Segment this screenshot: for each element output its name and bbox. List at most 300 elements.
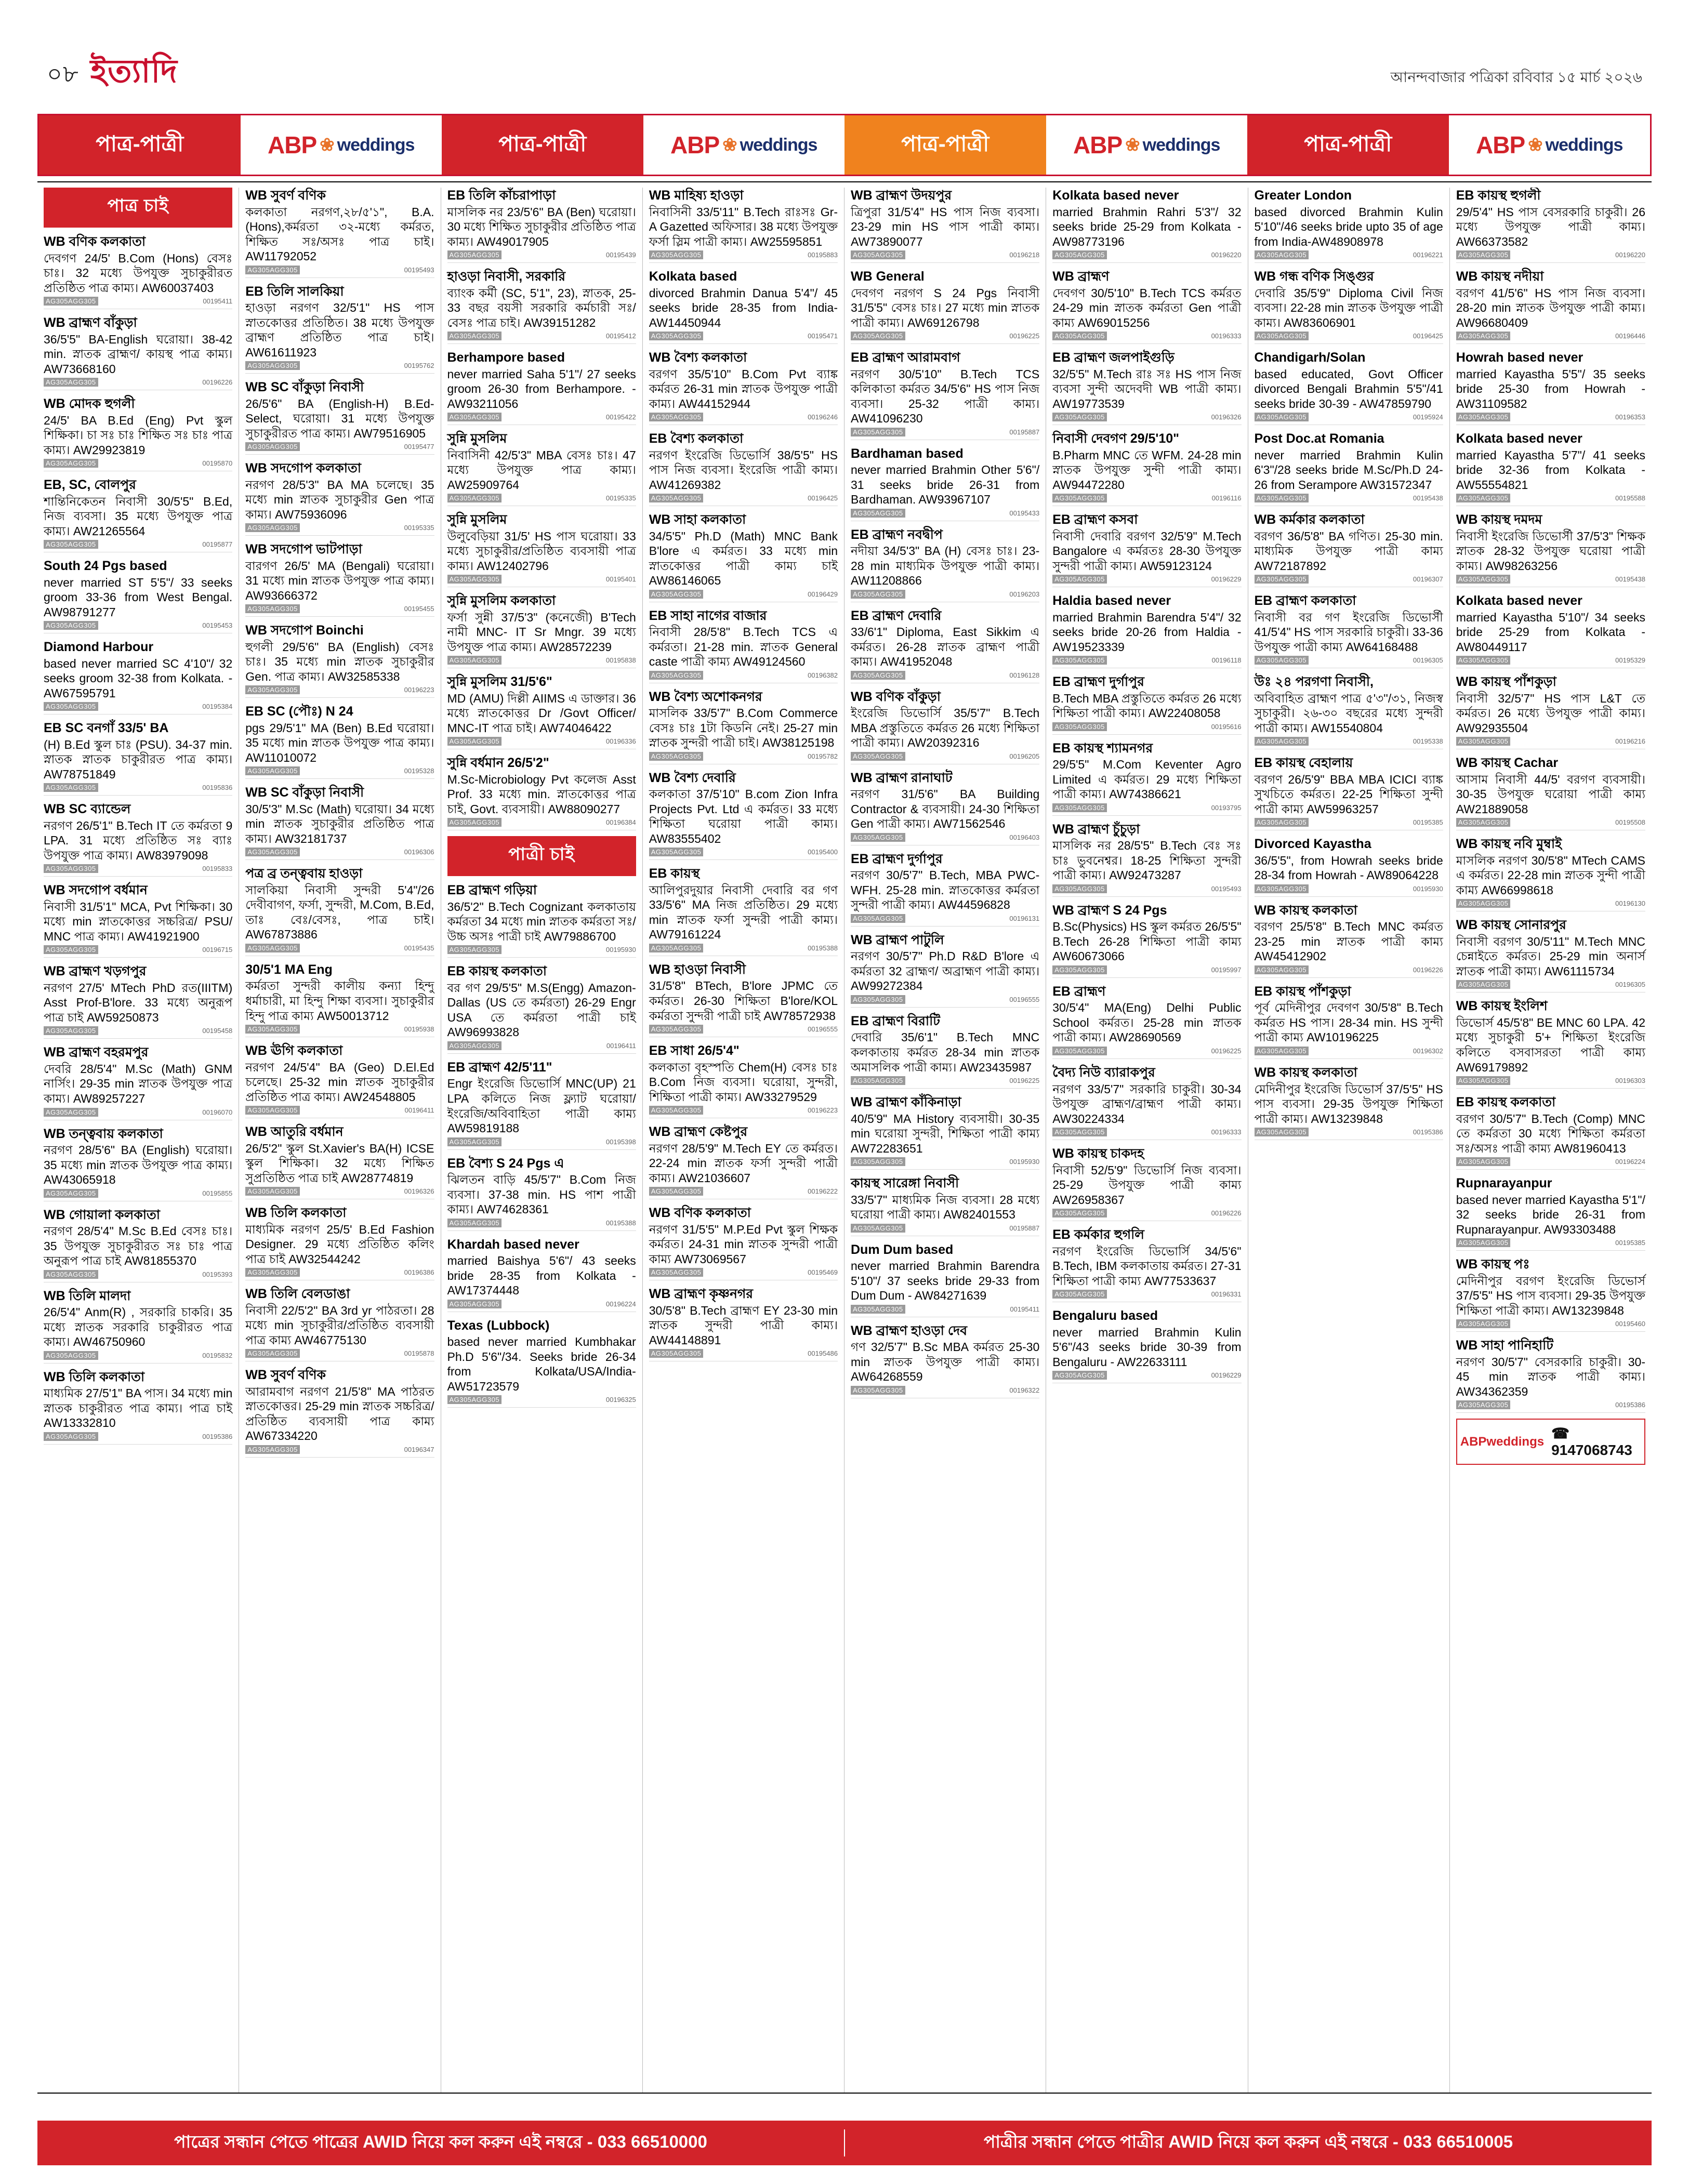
ad-body: নরগণ 27/5' MTech PhD রত(IIITM) Asst Prof-B'lore. 33 মধ্যে অনুরূপ পাত্র চাই AW59250873: [44, 981, 233, 1024]
ad-reference-number: 00196226: [1211, 1209, 1242, 1217]
ad-reference-number: 00195836: [202, 784, 233, 792]
ad-footer: [649, 1268, 838, 1277]
ad-title: WB ব্রাহ্মণ বহরমপুর: [44, 1045, 149, 1060]
classified-ad: [1255, 593, 1443, 668]
ad-body: B.Sc(Physics) HS স্কুল কর্মরত 26/5'5" B.Tech 26-28 শিক্ষিতা পাত্রী কাম্য AW60673066: [1052, 920, 1242, 963]
ad-title: EB ব্রাহ্মণ: [1052, 984, 1106, 999]
ad-reference-number: 00195385: [1413, 818, 1443, 827]
ad-title: EB SC বনগাঁ 33/5' BA: [44, 721, 169, 736]
classified-column: [37, 188, 239, 2093]
ad-footer: [1052, 656, 1241, 665]
ad-title: WB কায়স্থ সোনারপুর: [1456, 918, 1566, 933]
ad-code-badge: AG305AGG305: [1255, 494, 1309, 502]
ad-reference-number: 00195460: [1615, 1320, 1645, 1328]
ad-footer: [447, 945, 636, 954]
ad-code-badge: AG305AGG305: [851, 332, 905, 340]
ad-body: বর গণ 29/5'5" M.S(Engg) Amazon-Dallas (US তে কর্মরতা) 26-29 Engr USA তে কর্মরতা পাত্রী চাই AW96993828: [447, 981, 636, 1039]
ad-code-badge: AG305AGG305: [245, 685, 300, 694]
ad-reference-number: 00196429: [808, 590, 838, 598]
classified-ad: [44, 801, 232, 877]
ad-reference-number: 00195388: [808, 944, 838, 952]
ad-title: নিবাসী দেবগণ 29/5'10": [1052, 431, 1180, 446]
ad-code-badge: AG305AGG305: [1255, 575, 1309, 584]
ad-title: WB কায়স্থ পঃ: [1456, 1257, 1530, 1272]
ad-code-badge: AG305AGG305: [649, 413, 704, 421]
ad-footer: [1052, 965, 1241, 974]
ad-body: দেবরি 28/5'4" M.Sc (Math) GNM নার্সিং। 29-35 min স্নাতক উপযুক্ত পাত্র কাম্য। AW89257227: [44, 1062, 233, 1105]
classified-ad: [649, 962, 838, 1037]
ad-code-badge: AG305AGG305: [649, 1187, 704, 1196]
ad-title: EB বৈশ্য কলকাতা: [649, 431, 744, 446]
ad-code-badge: AG305AGG305: [649, 494, 704, 502]
ad-footer: [1052, 413, 1241, 421]
ad-footer: [245, 1025, 434, 1034]
classified-ad: [1052, 822, 1241, 897]
ad-code-badge: AG305AGG305: [245, 266, 300, 274]
ad-footer: [1456, 737, 1645, 746]
ad-title: WB কায়স্থ নবি মুম্বাই: [1456, 837, 1562, 852]
ad-reference-number: 00195398: [605, 1137, 636, 1146]
classified-ad: [44, 1044, 232, 1120]
ad-code-badge: AG305AGG305: [245, 1349, 300, 1358]
ad-title: EB কায়স্থ কলকাতা: [447, 964, 547, 979]
ad-reference-number: 00195458: [202, 1027, 233, 1035]
ad-footer: [1052, 1209, 1241, 1217]
banner-label-2: পাত্র-পাত্রী: [442, 115, 643, 175]
ad-reference-number: 00195762: [404, 362, 434, 370]
masthead: [31, 0, 1658, 105]
ad-body: ডিভোর্স 45/5'8" BE MNC 60 LPA. 42 মধ্যে সুচাকুরী 5'+ শিক্ষিতা ইংরেজি কলিতে বসবাসরতা পাত্রী কাম্য AW69179892: [1456, 1015, 1645, 1074]
ad-body: 29/5'4" HS পাস বেসরকারি চাকুরী। 26 মধ্যে উপযুক্ত পাত্রী কাম্য। AW66373582: [1456, 205, 1645, 248]
ad-body: মাসলিক নরগণ 30/5'8" MTech CAMS এ কর্মরত। 22-28 min স্নাতক সুন্দী পাত্রী কাম্য AW66998618: [1456, 853, 1645, 897]
ad-title: EB তিলি সালকিয়া: [245, 284, 344, 299]
ad-body: নরগণ 30/5'7" বেসরকারি চাকুরী। 30-45 min স্নাতক পাত্রী কাম্য। AW34362359: [1456, 1355, 1645, 1398]
ad-code-badge: AG305AGG305: [1456, 1157, 1511, 1166]
ad-footer: [1255, 1128, 1443, 1136]
ad-title: WB ব্রাহ্মণ বাঁকুড়া: [44, 315, 137, 330]
ad-reference-number: 00196116: [1211, 494, 1242, 502]
ad-reference-number: 00195832: [202, 1351, 233, 1359]
ad-code-badge: AG305AGG305: [851, 590, 905, 599]
ad-code-badge: AG305AGG305: [1052, 332, 1107, 340]
classified-ad: [851, 1175, 1039, 1236]
classified-ad: [851, 770, 1039, 845]
ad-title: WB ব্রাহ্মণ কাঁকিনাড়া: [851, 1095, 961, 1110]
ad-code-badge: AG305AGG305: [851, 671, 905, 680]
ad-code-badge: AG305AGG305: [851, 1157, 905, 1166]
ad-reference-number: 00195338: [1413, 737, 1443, 746]
ad-reference-number: 00195997: [1211, 965, 1242, 974]
ad-body: 31/5'8" BTech, B'lore JPMC তে কর্মরত। 26-30 শিক্ষিতা B'lore/KOL কর্মরতা সুন্দরী পাত্রী চাই AW78572938: [649, 979, 838, 1023]
ad-reference-number: 00196224: [1615, 1158, 1645, 1166]
classified-ad: [1255, 188, 1443, 263]
classified-ad: [1456, 917, 1645, 992]
ad-reference-number: 00195877: [202, 540, 233, 549]
weddings-brand-text: weddings: [740, 135, 817, 155]
classified-ad: [1255, 836, 1443, 897]
publication-date: আনন্দবাজার পত্রিকা রবিবার ১৫ মার্চ ২০২৬: [1390, 69, 1642, 85]
ad-footer: [245, 848, 434, 856]
classified-ad: [447, 512, 636, 587]
ad-reference-number: 00195477: [404, 443, 434, 451]
ad-reference-number: 00195883: [808, 251, 838, 259]
ad-title: WB সাহা কলকাতা: [649, 512, 746, 527]
ad-code-badge: AG305AGG305: [44, 1108, 98, 1117]
ad-reference-number: 00195887: [1009, 428, 1040, 436]
ad-code-badge: AG305AGG305: [851, 1076, 905, 1085]
classified-column: [643, 188, 844, 2093]
ad-body: হুগলী 29/5'6" BA (English) বেসঃ চাঃ। 35 মধ্যে min স্নাতক সুচাকুরীর Gen. পাত্র কাম্য। AW32585338: [245, 640, 434, 683]
classified-ad: [851, 350, 1039, 440]
ad-code-badge: AG305AGG305: [1456, 575, 1511, 584]
ad-body: 30/5'4" MA(Eng) Delhi Public School কর্মরত। 25-28 min স্নাতক পাত্রী কাম্য। AW28690569: [1052, 1001, 1242, 1044]
ad-code-badge: AG305AGG305: [851, 1224, 905, 1233]
classified-ad: [44, 720, 232, 796]
ad-footer: [44, 621, 232, 630]
ad-reference-number: 00195455: [404, 605, 434, 613]
ad-body: based never married Kumbhakar Ph.D 5'6"/34. Seeks bride 26-34 from Kolkata/USA/India-AW51723579: [447, 1335, 636, 1393]
classified-ad: [447, 1237, 636, 1312]
ad-title: EB কায়স্থ কলকাতা: [1456, 1095, 1556, 1110]
classified-ad: [245, 1367, 434, 1458]
classified-ad: [851, 1013, 1039, 1089]
ad-title: EB কায়স্থ হুগলী: [1456, 188, 1541, 203]
ad-body: নরগণ 28/5'3" BA MA চলেছে। 35 মধ্যে min স্নাতক সুচাকুরীর Gen পাত্র কাম্য। AW75936096: [245, 478, 434, 521]
ad-title: WB SC বাঁকুড়া নিবাসী: [245, 785, 364, 800]
ad-title: WB কায়স্থ কলকাতা: [1254, 1065, 1357, 1080]
classified-ad: [1052, 903, 1241, 978]
ad-reference-number: 00195422: [605, 413, 636, 421]
classified-ad: [447, 1156, 636, 1231]
classified-ad: [1255, 350, 1443, 425]
banner-label-1: পাত্র-পাত্রী: [39, 115, 241, 175]
ad-title: WB সদগোপ বর্ধমান: [44, 883, 148, 898]
ad-footer: [447, 818, 636, 827]
ad-footer: [1456, 980, 1645, 989]
ad-reference-number: 00195486: [808, 1349, 838, 1358]
ad-reference-number: 00196302: [1413, 1047, 1443, 1055]
classified-ad: [447, 674, 636, 749]
classified-ad: [1052, 512, 1241, 587]
butterfly-icon: ❀: [722, 135, 737, 155]
ad-reference-number: 00195385: [1615, 1239, 1645, 1247]
ad-footer: [44, 783, 232, 792]
ad-reference-number: 00195878: [404, 1349, 434, 1358]
ad-body: দেবগণ 30/5'10" B.Tech TCS কর্মরত 24-29 min স্নাতক কর্মরতা Gen পাত্রী কাম্য AW69015256: [1052, 286, 1242, 329]
classifieds-columns: [37, 181, 1652, 2094]
ad-reference-number: 00196203: [1009, 590, 1040, 598]
ad-footer: [649, 590, 838, 599]
ad-body: বরগণ 26/5'9" BBA MBA ICICI ব্যাঙ্ক সুখচিতে কর্মরত। 22-25 শিক্ষিতা সুন্দী পাত্রী কাম্য AW59963257: [1254, 772, 1443, 816]
ad-code-badge: AG305AGG305: [1052, 884, 1107, 893]
ad-code-badge: AG305AGG305: [1255, 818, 1309, 827]
ad-code-badge: AG305AGG305: [851, 1386, 905, 1395]
ad-footer: [44, 1108, 232, 1117]
ad-body: নরগণ 30/5'10" B.Tech TCS কলিকাতা কর্মরত 34/5'6" HS পাস নিজ ব্যবসা। 25-32 পাত্রী কাম্য। AW41096230: [851, 367, 1040, 426]
ad-code-badge: AG305AGG305: [649, 848, 704, 856]
ad-body: 24/5' BA B.Ed (Eng) Pvt স্কুল শিক্ষিকা। চা সঃ চাঃ শিক্ষিত সঃ চাঃ পাত্র কাম্য। AW29923819: [44, 413, 233, 457]
ad-reference-number: 00196386: [404, 1268, 434, 1277]
ad-body: 30/5'8" B.Tech ব্রাহ্মণ EY 23-30 min স্নাতক সুন্দরী পাত্রী কাম্য। AW44148891: [649, 1303, 838, 1347]
ad-footer: [1052, 1290, 1241, 1299]
ad-body: উলুবেড়িয়া 31/5' HS পাস ঘরোয়া। 33 মধ্যে সুচাকুরীর/প্রতিষ্ঠিত ব্যবসায়ী পাত্র কাম্য। AW12402796: [447, 529, 636, 573]
ad-title: WB বৈশ্য দেবারি: [649, 770, 736, 785]
ad-footer: [1456, 1319, 1645, 1328]
ad-title: WB তন্ত্ববায় কলকাতা: [44, 1126, 163, 1141]
ad-body: MD (AMU) দিল্লী AIIMS এ ডাক্তার। 36 মধ্যে স্নাতকোত্তর Dr /Govt Officer/ MNC-IT পাত্র চাই। AW74046422: [447, 691, 636, 735]
abp-brand-text: ABP: [268, 131, 317, 158]
ad-footer: [245, 766, 434, 775]
classified-ad: [44, 1126, 232, 1201]
classified-ad: [649, 1043, 838, 1118]
ad-body: নরগণ 28/5'4" M.Sc B.Ed বেসঃ চাঃ। 35 উপযুক্ত সুচাকুরীরত সঃ চাঃ পাত্র অনুরূপ পাত্র চাই AW81855370: [44, 1224, 233, 1268]
ad-footer: [851, 995, 1039, 1004]
ad-reference-number: 00195469: [808, 1268, 838, 1277]
ad-title: EB সাধা 26/5'4": [649, 1043, 740, 1058]
ad-title: 30/5'1 MA Eng: [245, 962, 333, 977]
ad-title: WB ব্রাহ্মণ হাওড়া দেব: [851, 1323, 968, 1338]
ad-footer: [245, 442, 434, 451]
contact-phone-number: ☎ 9147068743: [1551, 1425, 1632, 1459]
ad-reference-number: 00195938: [404, 1025, 434, 1034]
ad-code-badge: AG305AGG305: [851, 1305, 905, 1314]
ad-title: সুন্নি মুসলিম কলকাতা: [447, 593, 556, 608]
ad-reference-number: 00196130: [1615, 899, 1645, 908]
ad-title: EB ব্রাহ্মণ আরামবাগ: [851, 350, 960, 365]
ad-reference-number: 00196205: [1009, 752, 1040, 760]
ad-code-badge: AG305AGG305: [1052, 965, 1107, 974]
classified-ad: [447, 350, 636, 425]
ad-footer: [649, 944, 838, 952]
classified-ad: [447, 882, 636, 958]
ad-title: বৈদ্য নিউ ব্যারাকপুর: [1052, 1065, 1155, 1080]
ad-title: WB ব্রাহ্মণ কৃষ্ণনগর: [649, 1287, 754, 1302]
butterfly-icon: ❀: [1125, 135, 1140, 155]
classified-ad: [1052, 593, 1241, 668]
classified-ad: [851, 446, 1039, 521]
ad-title: WB সদগোপ কলকাতা: [245, 461, 361, 476]
ad-code-badge: AG305AGG305: [1456, 818, 1511, 827]
classified-ad: [245, 623, 434, 698]
ad-footer: [851, 428, 1039, 436]
ad-code-badge: AG305AGG305: [44, 540, 98, 549]
ad-code-badge: AG305AGG305: [245, 1187, 300, 1196]
ad-footer: [1255, 575, 1443, 584]
ad-reference-number: 00196118: [1211, 656, 1242, 665]
ad-code-badge: AG305AGG305: [447, 818, 502, 827]
ad-reference-number: 00195930: [1413, 884, 1443, 893]
ad-reference-number: 00195930: [1009, 1158, 1040, 1166]
ad-title: EB, SC, বোলপুর: [44, 478, 136, 493]
ad-code-badge: AG305AGG305: [44, 297, 98, 306]
ad-reference-number: 00195433: [1009, 509, 1040, 517]
ad-body: নিবাসী 28/5'8" B.Tech TCS এ কর্মরতা। 21-28 min. স্নাতক General caste পাত্রী কাম্য AW49124560: [649, 625, 838, 669]
ad-reference-number: 00196225: [1211, 1047, 1242, 1055]
ad-footer: [1456, 818, 1645, 827]
classified-ad: [1456, 836, 1645, 911]
ad-title: EB ব্রাহ্মণ বিরাটি: [851, 1013, 940, 1028]
classified-ad: [851, 932, 1039, 1008]
ad-code-badge: AG305AGG305: [245, 361, 300, 370]
ad-reference-number: 00195453: [202, 621, 233, 630]
ad-code-badge: AG305AGG305: [245, 523, 300, 532]
ad-title: WB বৈশ্য অশোকনগর: [649, 689, 762, 704]
contact-phone-box[interactable]: [1456, 1419, 1645, 1465]
ad-reference-number: 00195386: [202, 1432, 233, 1440]
classified-ad: [1456, 188, 1645, 263]
ad-reference-number: 00196382: [808, 671, 838, 679]
classified-ad: [1456, 1256, 1645, 1332]
section-heading: পাত্রী চাই: [447, 836, 636, 876]
ad-reference-number: 00196384: [605, 818, 636, 827]
abp-brand-text: ABP: [1073, 131, 1123, 158]
classified-ad: [1456, 1094, 1645, 1170]
classified-ad: [245, 1043, 434, 1118]
ad-footer: [1255, 494, 1443, 502]
ad-code-badge: AG305AGG305: [1052, 1047, 1107, 1055]
classified-ad: [44, 1369, 232, 1445]
page-title: ইত্যাদি: [90, 54, 178, 89]
classified-column: [844, 188, 1046, 2093]
ad-body: কলকাতা 37/5'10" B.com Zion Infra Projects Pvt. Ltd এ কর্মরত। 33 মধ্যে শিক্ষিতা ঘরোয়া পাত্রী কাম্য। AW83555402: [649, 787, 838, 845]
ad-code-badge: AG305AGG305: [1456, 656, 1511, 665]
ad-code-badge: AG305AGG305: [851, 995, 905, 1004]
ad-code-badge: AG305AGG305: [44, 1351, 98, 1360]
ad-body: নিবাসিনী 42/5'3" MBA বেসঃ চাঃ। 47 মধ্যে উপযুক্ত পাত্র কাম্য। AW25909764: [447, 448, 636, 492]
ad-body: (H) B.Ed স্কুল চাঃ (PSU). 34-37 min. স্নাতক স্নাতক চাকুরীরত পাত্র কাম্য। AW78751849: [44, 737, 233, 781]
ad-body: 40/5'9" MA History ব্যবসায়ী। 30-35 min ঘরোয়া সুন্দরী, শিক্ষিতা পাত্রী কাম্য AW72283651: [851, 1111, 1040, 1155]
ad-reference-number: 00196223: [404, 686, 434, 694]
ad-banner-strip: [37, 114, 1652, 176]
ad-title: WB ব্রাহ্মণ রানাঘাট: [851, 770, 953, 785]
ad-body: বরগণ 35/5'10" B.Com Pvt ব্যাঙ্ক কর্মরত 26-31 min স্নাতক উপযুক্ত পাত্রী কাম্য। AW44152944: [649, 367, 838, 411]
ad-footer: [1456, 575, 1645, 584]
classified-ad: [245, 460, 434, 536]
ad-code-badge: AG305AGG305: [245, 1268, 300, 1277]
ad-code-badge: AG305AGG305: [1255, 884, 1309, 893]
ad-reference-number: 00196306: [404, 848, 434, 856]
ad-code-badge: AG305AGG305: [44, 702, 98, 711]
ad-code-badge: AG305AGG305: [1052, 1371, 1107, 1380]
classified-ad: [851, 1242, 1039, 1317]
ad-footer: [851, 833, 1039, 842]
ad-footer: [851, 1157, 1039, 1166]
ad-title: উঃ ২৪ পরগণা নিবাসী,: [1254, 674, 1374, 690]
ad-body: never married Brahmin Kulin 5'6"/43 seeks bride 30-39 from Bengaluru - AW22633111: [1052, 1325, 1242, 1369]
ad-reference-number: 00196128: [1009, 671, 1040, 679]
classified-ad: [1456, 998, 1645, 1089]
ad-reference-number: 00196353: [1615, 413, 1645, 421]
ad-title: EB ব্রাহ্মণ কলকাতা: [1254, 593, 1356, 608]
ad-footer: [851, 914, 1039, 923]
ad-footer: [1456, 1238, 1645, 1247]
ad-code-badge: AG305AGG305: [1456, 1400, 1511, 1409]
classified-ad: [649, 350, 838, 425]
ad-code-badge: AG305AGG305: [1456, 250, 1511, 259]
classified-ad: [851, 851, 1039, 926]
ad-footer: [1052, 1047, 1241, 1055]
ad-footer: [649, 494, 838, 502]
classified-ad: [1255, 431, 1443, 506]
classified-ad: [44, 315, 232, 390]
ad-title: EB ব্রাহ্মণ দেবারি: [851, 608, 942, 623]
ad-body: নিবাসী 52/5'9" ডিভোর্সি নিজ ব্যবসা। 25-29 উপযুক্ত পাত্রী কাম্য AW26958367: [1052, 1163, 1242, 1207]
ad-title: WB কায়স্থ Cachar: [1456, 756, 1559, 771]
ad-reference-number: 00196326: [1211, 413, 1242, 421]
ad-reference-number: 00196222: [808, 1187, 838, 1196]
ad-body: ঝিলতন বাড়ি 45/5'7" B.Com নিজ ব্যবসা। 37-38 min. HS পাশ পাত্রী কাম্য। AW74628361: [447, 1173, 636, 1216]
ad-body: কলকাতা নরগণ,২৮/৫'১", B.A.(Hons),কর্মরতা ৩২-মধ্যে কর্মরত, শিক্ষিত সঃ/অসঃ পাত্র চাই। AW11792052: [245, 205, 434, 263]
classified-column: [1450, 188, 1652, 2093]
ad-footer: [1255, 413, 1443, 421]
classified-ad: [44, 396, 232, 471]
weddings-brand-text: weddings: [1142, 135, 1220, 155]
ad-footer: [245, 685, 434, 694]
ad-code-badge: AG305AGG305: [1456, 1076, 1511, 1085]
ad-title: South 24 Pgs based: [44, 559, 167, 574]
ad-body: ত্রিপুরা 31/5'4" HS পাস নিজ ব্যবসা। 23-29 min HS পাস পাত্রী কাম্য। AW73890077: [851, 205, 1040, 248]
ad-title: WB তিলি মালদা: [44, 1288, 131, 1303]
ad-reference-number: 00196220: [1211, 251, 1242, 259]
ad-title: WB গন্ধ বণিক সিঙ্গুর: [1254, 269, 1374, 284]
ad-code-badge: AG305AGG305: [447, 1219, 502, 1227]
ad-footer: [447, 413, 636, 421]
ad-code-badge: AG305AGG305: [1052, 250, 1107, 259]
weddings-brand-text: weddings: [1545, 135, 1623, 155]
ad-title: Bengaluru based: [1052, 1308, 1158, 1323]
ad-reference-number: 00195400: [808, 848, 838, 856]
ad-title: EB ব্রাহ্মণ দুর্গাপুর: [851, 851, 943, 866]
ad-footer: [851, 509, 1039, 518]
ad-reference-number: 00195471: [808, 332, 838, 340]
classified-ad: [245, 284, 434, 374]
ad-footer: [245, 266, 434, 274]
ad-body: দেবগণ নরগণ S 24 Pgs নিবাসী 31/5'5" বেসঃ চাঃ। 27 মধ্যে min স্নাতক পাত্রী কাম্য। AW69126798: [851, 286, 1040, 329]
ad-reference-number: 00195386: [1615, 1401, 1645, 1409]
ad-title: WB গোয়ালা কলকাতা: [44, 1207, 161, 1222]
ad-code-badge: AG305AGG305: [1456, 899, 1511, 908]
ad-reference-number: 00196555: [808, 1025, 838, 1034]
ad-code-badge: AG305AGG305: [1052, 1209, 1107, 1217]
ad-footer: [44, 1351, 232, 1360]
ad-reference-number: 00195930: [605, 946, 636, 954]
ad-code-badge: AG305AGG305: [1255, 1047, 1309, 1055]
classified-ad: [1255, 674, 1443, 749]
ad-title: Dum Dum based: [851, 1242, 954, 1257]
ad-code-badge: AG305AGG305: [1255, 413, 1309, 421]
ad-reference-number: 00195412: [605, 332, 636, 340]
ad-code-badge: AG305AGG305: [245, 848, 300, 856]
ad-reference-number: 00195616: [1211, 722, 1242, 731]
ad-reference-number: 00195388: [605, 1219, 636, 1227]
ad-code-badge: AG305AGG305: [1456, 1319, 1511, 1328]
ad-footer: [447, 575, 636, 584]
classified-ad: [1456, 593, 1645, 668]
ad-title: EB কর্মকার হুগলি: [1052, 1227, 1144, 1242]
ad-body: কর্মরতা সুন্দরী কালীয় কন্যা হিন্দু ধর্মাচারী, মা হিন্দু শিক্ষা ব্যবসা। সুচাকুরীর হিন্দু পাত্র কাম্য AW50013712: [245, 979, 434, 1023]
ad-footer: [1456, 1157, 1645, 1166]
ad-reference-number: 00196411: [606, 1041, 636, 1050]
ad-reference-number: 00196347: [404, 1445, 434, 1453]
ad-body: দেবারি 35/5'9" Diploma Civil নিজ ব্যবসা। 22-28 min স্নাতক উপযুক্ত পাত্রী কাম্য। AW83606901: [1254, 286, 1443, 329]
ad-code-badge: AG305AGG305: [851, 752, 905, 761]
ad-code-badge: AG305AGG305: [447, 575, 502, 584]
ad-footer: [1255, 884, 1443, 893]
ad-title: EB বৈশ্য S 24 Pgs এ: [447, 1156, 564, 1171]
ad-footer: [851, 1076, 1039, 1085]
ad-reference-number: 00195386: [1413, 1128, 1443, 1136]
classified-ad: [1456, 1175, 1645, 1251]
